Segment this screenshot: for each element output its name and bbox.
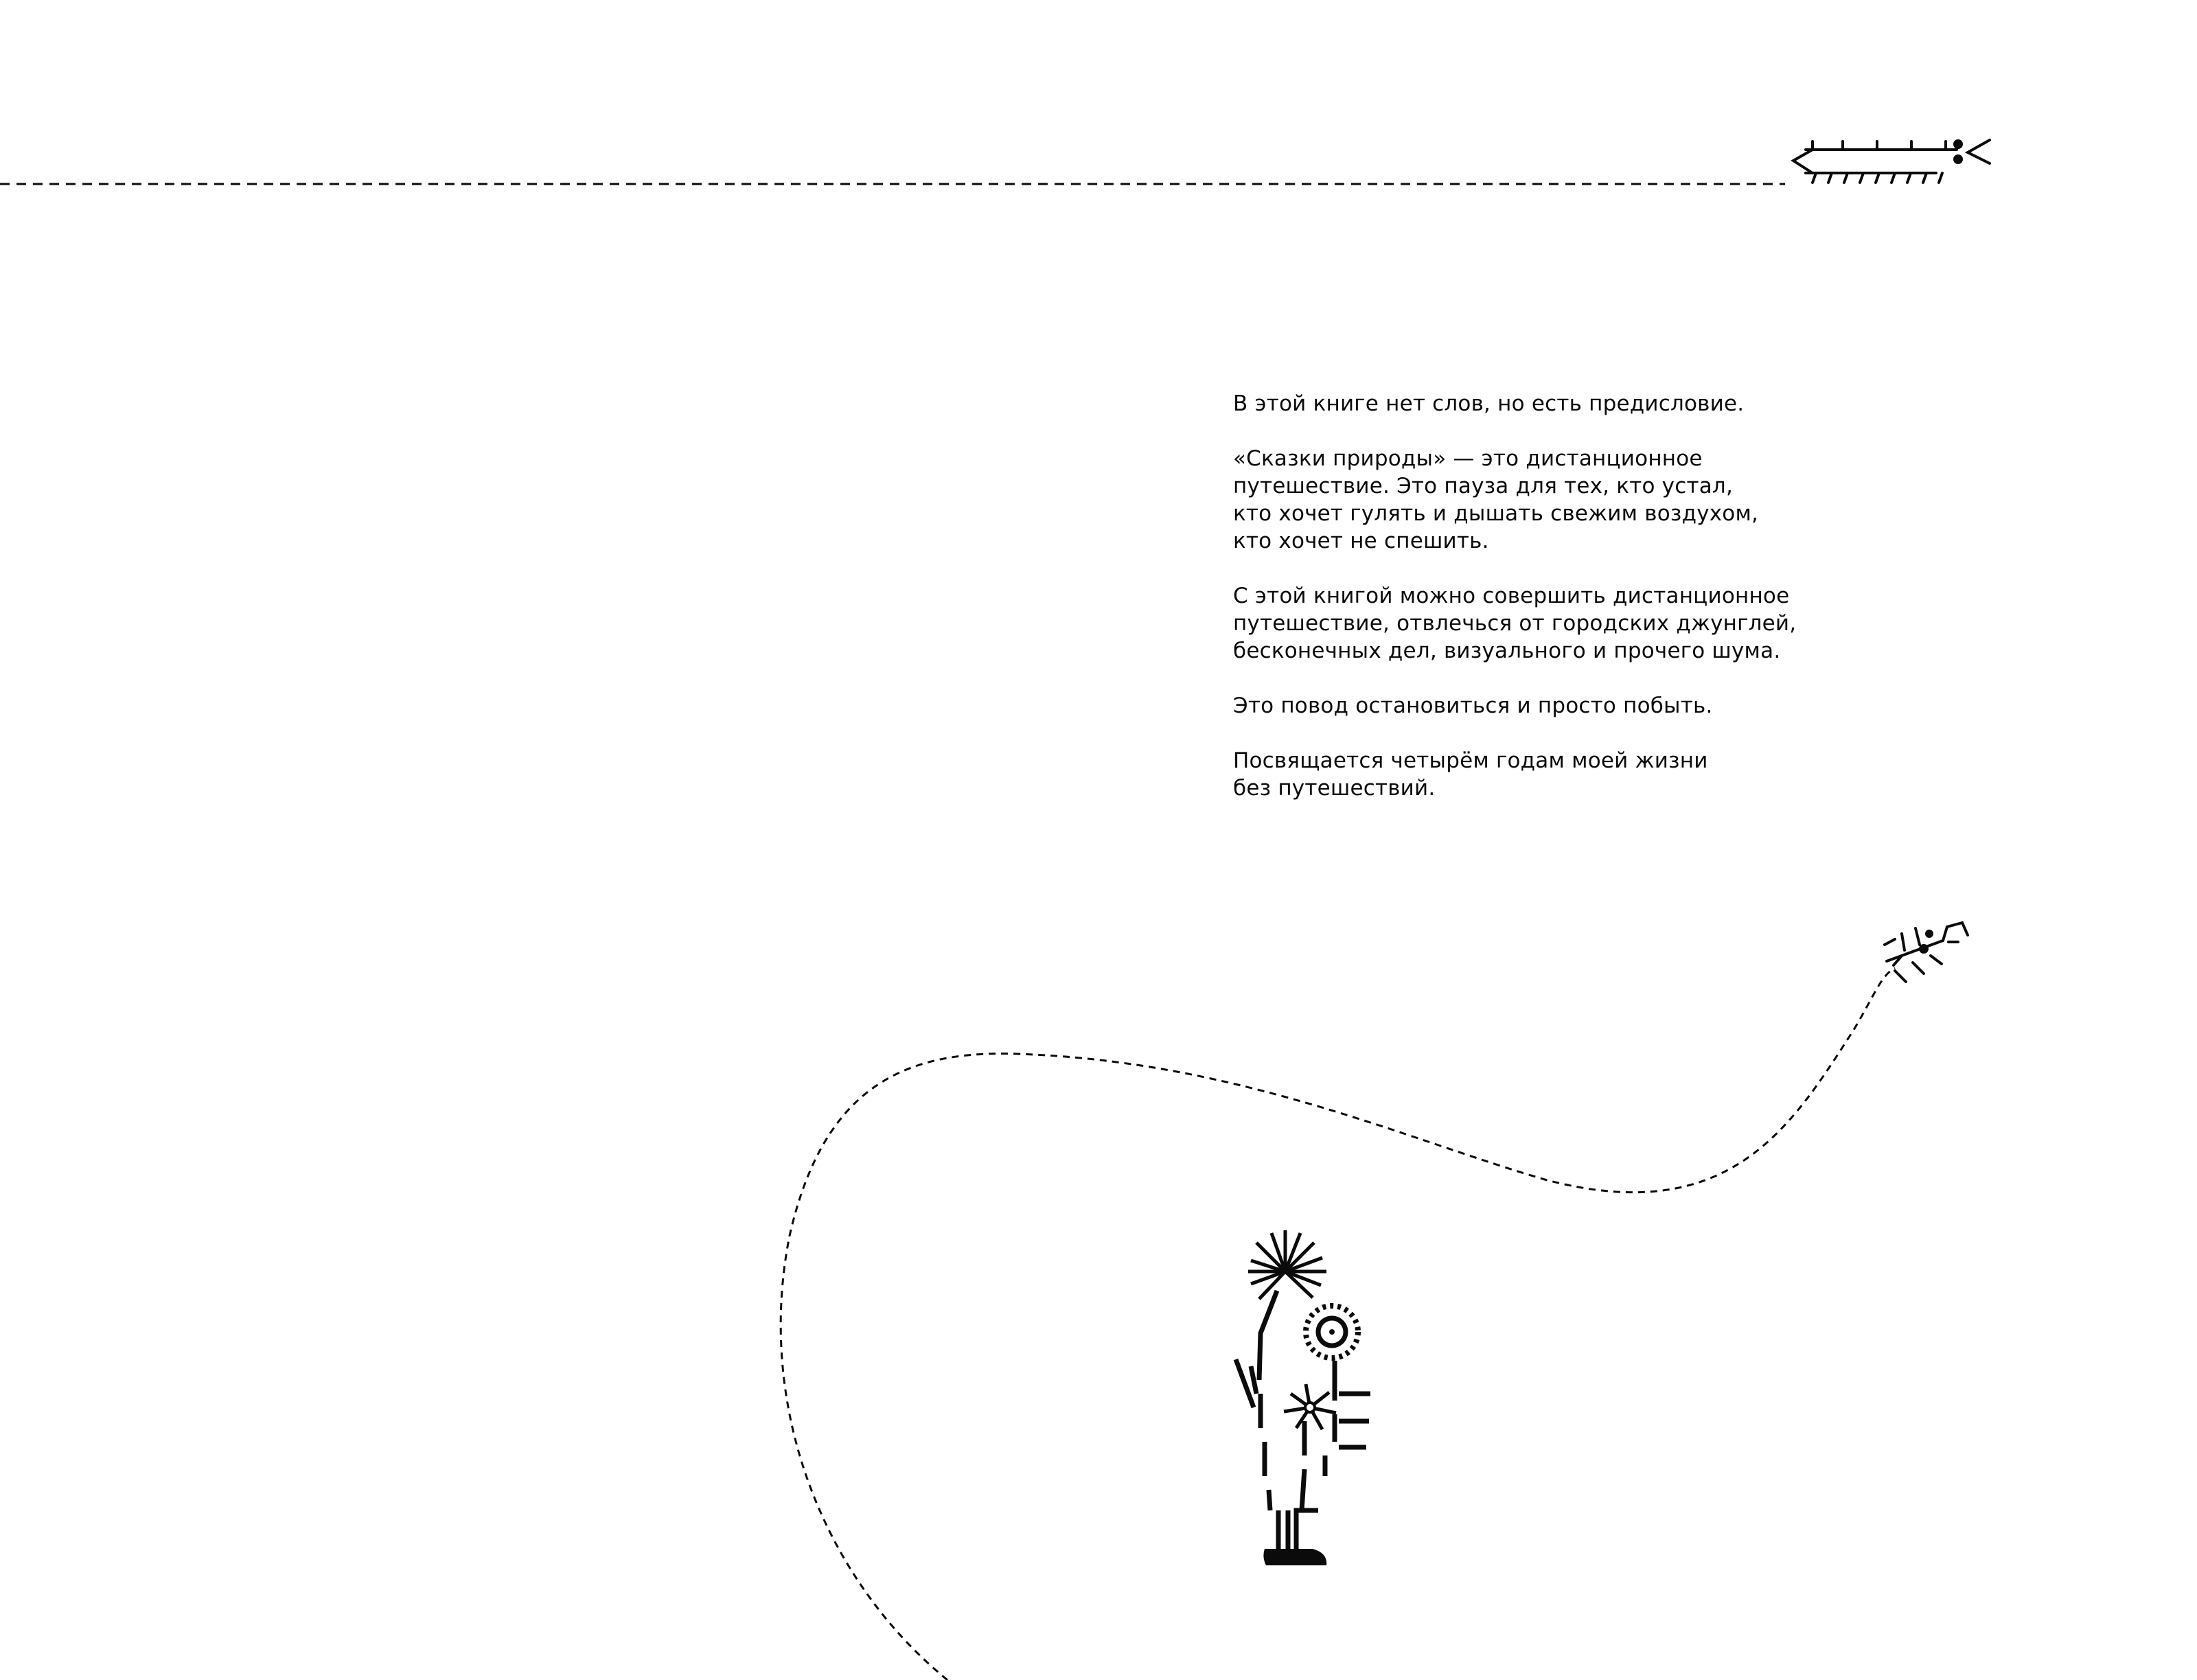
- preface-about: «Сказки природы» — это дистанционное путешествие. Это пауза для тех, кто устал, кто хочет гулять и дышать свежим воздухом, кто хочет не спешить.: [1233, 446, 1759, 553]
- flower-bouquet-icon: [1236, 1230, 1370, 1554]
- dandelion-icon: [1248, 1230, 1326, 1299]
- preface-purpose: С этой книгой можно совершить дистанционное путешествие, отвлечься от городских джунглей, бесконечных дел, визуального и прочего шума.: [1233, 584, 1797, 663]
- preface-invitation: Это повод остановиться и просто побыть.: [1233, 693, 1713, 718]
- ant-body-icon: [1919, 944, 1929, 954]
- curvy-dashed-trail: [781, 968, 1895, 1680]
- centipede-eye-icon: [1953, 154, 1963, 164]
- sunflower-icon: [1306, 1306, 1358, 1358]
- centipede-eye-icon: [1953, 139, 1963, 149]
- ant-head-icon: [1925, 930, 1933, 938]
- preface-text: [1233, 390, 1851, 829]
- flower-ground-icon: [1263, 1549, 1326, 1565]
- preface-dedication: Посвящается четырём годам моей жизни без путешествий.: [1233, 748, 1708, 801]
- preface-intro: В этой книге нет слов, но есть предисловие.: [1233, 391, 1745, 416]
